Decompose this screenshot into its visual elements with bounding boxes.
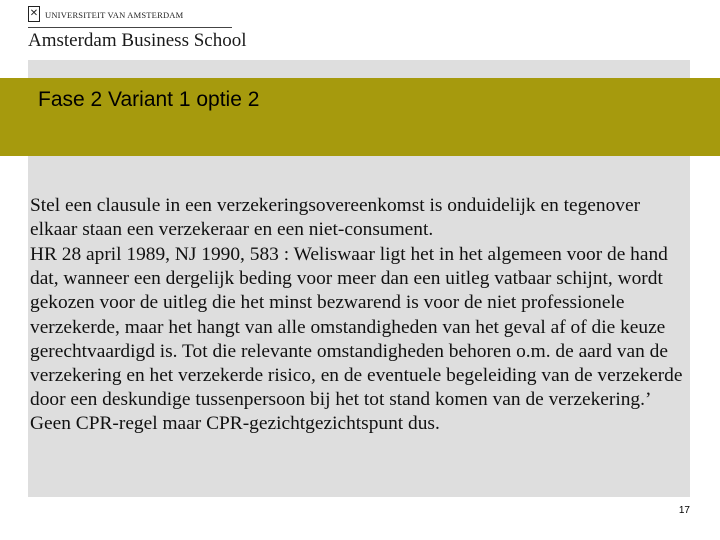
university-name: UNIVERSITEIT VAN AMSTERDAM [45,10,184,20]
crosses-crest-icon: ✕ [28,6,40,22]
slide-body [30,194,692,437]
university-logo [28,6,247,51]
page-number: 17 [678,505,690,516]
body-paragraph: Stel een clausule in een verzekeringsovereenkomst is onduidelijk en tegenover elkaar staan een verzekeraar en een niet-consument. [30,195,641,241]
slide-title: Fase 2 Variant 1 optie 2 [38,88,260,111]
logo-divider [28,27,232,28]
body-paragraph: HR 28 april 1989, NJ 1990, 583 : Weliswaar ligt het in het algemeen voor de hand dat, wanneer een dergelijk beding voor meer dan een uitleg vatbaar schijnt, wordt gekozen voor de uitleg die het minst bezwarend is voor de niet professionele verzekerde, maar het hangt van alle omstandigheden van het geval af of die keuze gerechtvaardigd is. Tot die relevante omstandigheden behoren o.m. de aard van de verzekering en het verzekerde risico, en de eventuele begeleiding van de verzekerde door een deskundige tussenpersoon bij het tot stand komen van de verzekering.’ Geen CPR-regel maar CPR-gezichtgezichtspunt dus. [30,244,683,435]
school-name: Amsterdam Business School [28,30,247,51]
